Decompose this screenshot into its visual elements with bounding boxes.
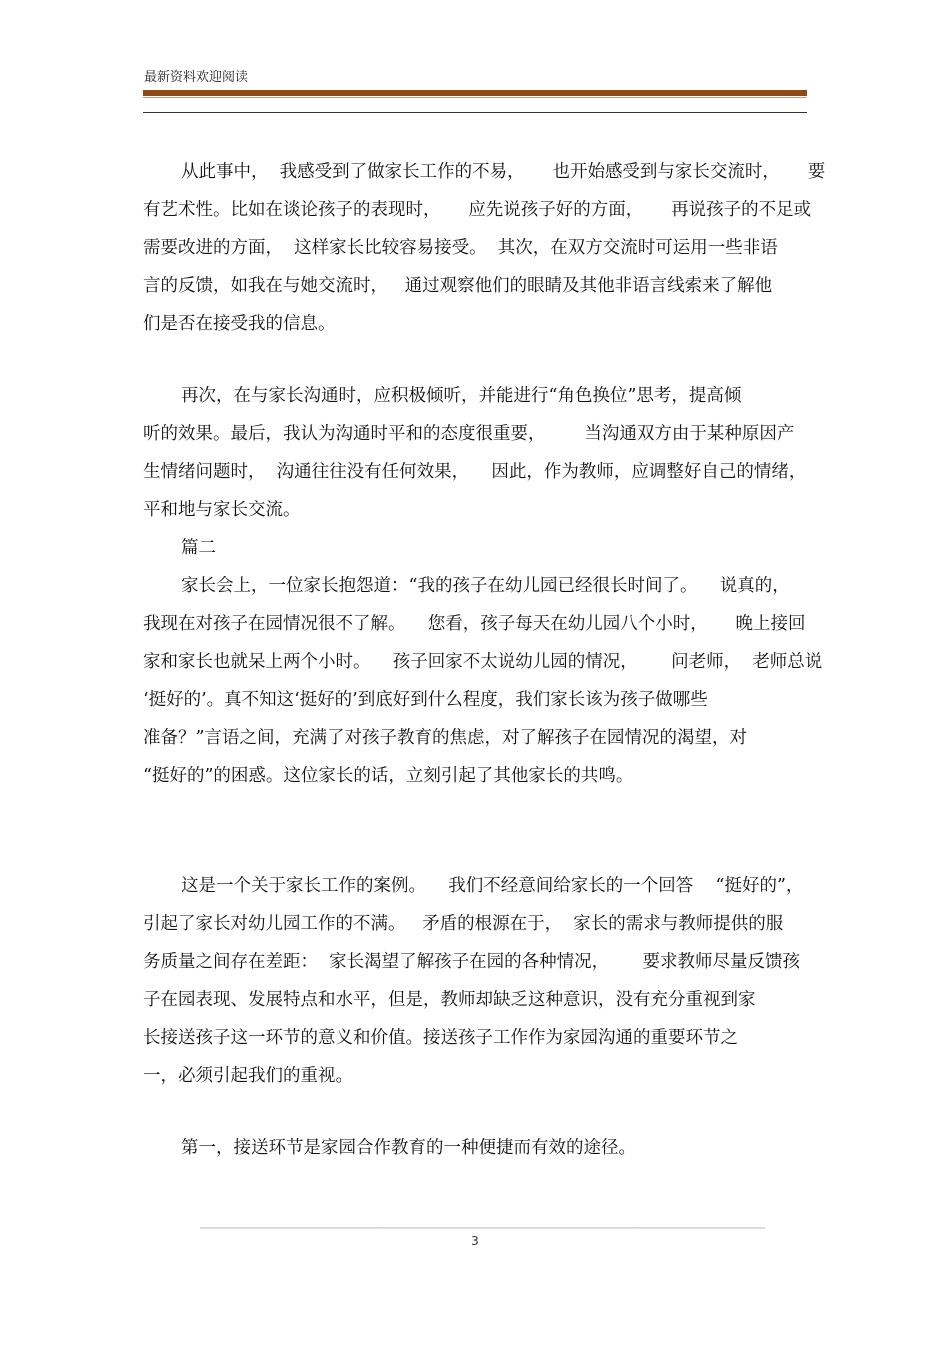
header-rule-bottom [143, 112, 807, 113]
text-line: 平和地与家长交流。 [143, 500, 301, 520]
page-header-text: 最新资料欢迎阅读 [144, 70, 249, 85]
text-line: 务质量之间存在差距： 家长渴望了解孩子在园的各种情况， 要求教师尽量反馈孩 [143, 952, 800, 972]
header-rule-thick [143, 90, 807, 96]
text-line: ‘挺好的’。真不知这‘挺好的’到底好到什么程度，我们家长该为孩子做哪些 [143, 690, 708, 710]
text-line: “挺好的”的困惑。这位家长的话，立刻引起了其他家长的共鸣。 [143, 766, 634, 786]
text-line: 有艺术性。比如在谈论孩子的表现时， 应先说孩子好的方面， 再说孩子的不足或 [143, 200, 812, 220]
text-line: 一，必须引起我们的重视。 [143, 1066, 353, 1086]
footer-rule [200, 1227, 765, 1229]
text-line: 引起了家长对幼儿园工作的不满。 矛盾的根源在于， 家长的需求与教师提供的服 [143, 914, 784, 934]
text-line: 家长会上，一位家长抱怨道：“我的孩子在幼儿园已经很长时间了。 说真的， [181, 576, 790, 596]
text-line: 再次，在与家长沟通时，应积极倾听，并能进行“角色换位”思考，提高倾 [181, 386, 742, 406]
page-number: 3 [471, 1234, 479, 1248]
header-rule-thin [143, 97, 807, 98]
text-line: 篇二 [181, 538, 216, 558]
text-line: 听的效果。最后，我认为沟通时平和的态度很重要， 当沟通双方由于某种原因产 [143, 424, 795, 444]
text-line: 准备？”言语之间，充满了对孩子教育的焦虑，对了解孩子在园情况的渴望，对 [143, 728, 747, 748]
text-line: 家和家长也就呆上两个小时。 孩子回家不太说幼儿园的情况， 问老师， 老师总说 [143, 652, 823, 672]
text-line: 生情绪问题时， 沟通往往没有任何效果， 因此，作为教师，应调整好自己的情绪， [143, 462, 807, 482]
text-line: 长接送孩子这一环节的意义和价值。接送孩子工作作为家园沟通的重要环节之 [143, 1028, 738, 1048]
text-line: 子在园表现、发展特点和水平，但是，教师却缺乏这种意识，没有充分重视到家 [143, 990, 756, 1010]
text-line: 第一，接送环节是家园合作教育的一种便捷而有效的途径。 [181, 1138, 636, 1158]
text-line: 我现在对孩子在园情况很不了解。 您看，孩子每天在幼儿园八个小时， 晚上接回 [143, 614, 806, 634]
text-line: 言的反馈，如我在与她交流时， 通过观察他们的眼睛及其他非语言线索来了解他 [143, 276, 773, 296]
text-line: 需要改进的方面， 这样家长比较容易接受。 其次，在双方交流时可运用一些非语 [143, 238, 778, 258]
text-line: 们是否在接受我的信息。 [143, 314, 336, 334]
text-line: 从此事中， 我感受到了做家长工作的不易， 也开始感受到与家长交流时， 要 [181, 162, 826, 182]
text-line: 这是一个关于家长工作的案例。 我们不经意间给家长的一个回答 “挺好的”， [181, 876, 804, 896]
